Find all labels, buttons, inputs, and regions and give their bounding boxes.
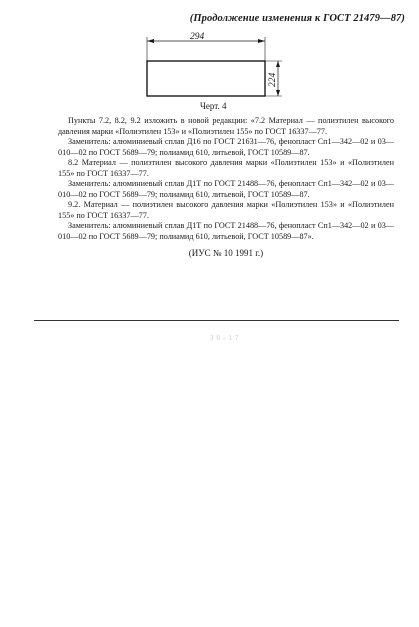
faint-footer-text: 30-17 bbox=[210, 334, 242, 342]
paragraph-substitute-3: Заменитель: алюминиевый сплав Д1Т по ГОСТ 21488—76, фенопласт Сп1—342—02 и 03—010—02 по ГОСТ 5689—79; полиамид 610, литьевой, ГОСТ 10589—87». bbox=[58, 221, 394, 242]
height-label: 224 bbox=[268, 72, 278, 87]
paragraph-9-2: 9.2. Материал — полиэтилен высокого давления марки «Полиэтилен 153» и «Полиэтилен 155» по ГОСТ 16337—77. bbox=[58, 200, 394, 220]
height-arrow-bottom bbox=[276, 90, 280, 96]
paragraph-substitute-2: Заменитель: алюминиевый сплав Д1Т по ГОСТ 21488—76, фенопласт Сп1—342—02 и 03—010—02 по ГОСТ 5689—79; полиамид 610, литьевой, ГОСТ 10589—87. bbox=[58, 179, 394, 199]
paragraph-7-2: Пункты 7.2, 8.2, 9.2 изложить в новой редакции: «7.2 Материал — полиэтилен высокого давления марки «Полиэтилен 153» и «Полиэтилен 155» по ГОСТ 16337—77. bbox=[58, 116, 394, 136]
body-text bbox=[58, 116, 394, 258]
width-arrow-left bbox=[147, 39, 154, 43]
part-rectangle bbox=[147, 61, 265, 96]
separator-line bbox=[34, 320, 399, 321]
paragraph-substitute-1: Заменитель: алюминиевый сплав Д16 по ГОСТ 21631—76, фенопласт Сп1—342—02 и 03—010—02 по ГОСТ 5689—79; полиамид 610, литьевой, ГОСТ 10589—87. bbox=[58, 137, 394, 157]
height-arrow-top bbox=[276, 61, 280, 67]
width-label: 294 bbox=[190, 32, 205, 42]
paragraph-8-2: 8.2 Материал — полиэтилен высокого давления марки «Полиэтилен 153» и «Полиэтилен 155» по ГОСТ 16337—77. bbox=[58, 158, 394, 178]
ius-reference: (ИУС № 10 1991 г.) bbox=[188, 247, 264, 258]
page-header: (Продолжение изменения к ГОСТ 21479—87) bbox=[189, 13, 405, 24]
width-arrow-right bbox=[258, 39, 265, 43]
figure-caption: Черт. 4 bbox=[200, 101, 227, 111]
